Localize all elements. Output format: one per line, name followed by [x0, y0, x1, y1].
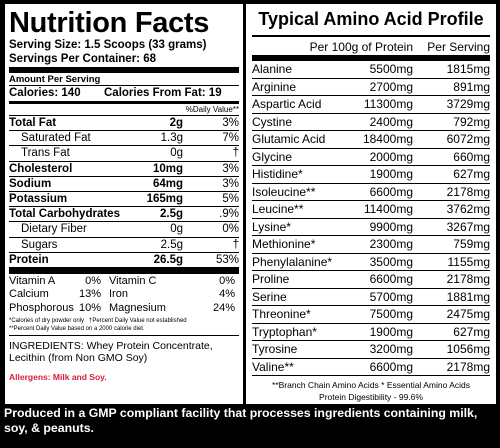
nutrient-name: Trans Fat [21, 147, 70, 160]
vitamin-dv: 13% [78, 288, 101, 301]
nutrient-amount: 1.3g [160, 132, 183, 145]
nutrient-dv: 3% [222, 117, 239, 129]
amino-per-100g: 3500mg [369, 254, 413, 269]
nutrient-name: Potassium [9, 193, 68, 206]
servings-per-container: Servings Per Container: 68 [9, 53, 156, 65]
amino-per-100g: 9900mg [369, 219, 413, 234]
amino-per-serving: 1815mg [446, 62, 490, 76]
vitamin-row [9, 275, 239, 288]
nutrient-row [9, 162, 239, 177]
amino-per-serving: 2178mg [446, 184, 490, 199]
vitamin-table [9, 275, 239, 315]
footnote-daily-value: **Percent Daily Value based on a 2000 calorie diet. [9, 326, 145, 333]
amino-name: Glycine [252, 149, 293, 164]
nutrient-name: Dietary Fiber [21, 223, 87, 236]
amino-per-100g: 18400mg [362, 132, 413, 146]
amino-per-100g: 5500mg [369, 62, 413, 76]
amino-row [252, 236, 490, 254]
amino-acid-panel [246, 4, 496, 404]
amino-row [252, 359, 490, 377]
amino-table [252, 61, 490, 376]
nutrient-row [9, 116, 239, 131]
nutrient-row [9, 207, 239, 222]
vitamin-row [9, 288, 239, 301]
amino-per-100g: 11400mg [363, 202, 413, 216]
amino-row [252, 114, 490, 132]
allergens: Allergens: Milk and Soy. [9, 372, 107, 383]
amino-per-serving: 3762mg [446, 202, 490, 216]
amino-name: Leucine** [252, 202, 304, 216]
ingredients: INGREDIENTS: Whey Protein Concentrate, Lecithin (from Non GMO Soy) [9, 340, 213, 365]
amino-per-100g: 6600mg [369, 359, 413, 374]
footnotes [9, 317, 239, 325]
amino-per-serving: 2178mg [446, 359, 490, 374]
nutrient-row [9, 131, 239, 146]
nutrient-amount: 2.5g [160, 238, 183, 251]
amino-per-serving: 660mg [453, 149, 490, 164]
divider-mid [9, 101, 239, 104]
col-per-100g: Per 100g of Protein [309, 40, 413, 54]
nutrient-name: Total Carbohydrates [9, 208, 120, 221]
nutrient-dv: 3% [222, 177, 239, 190]
nutrient-amount: 2g [169, 117, 183, 129]
amino-name: Methionine* [252, 237, 316, 251]
amino-name: Proline [252, 272, 290, 286]
amino-per-100g: 3200mg [369, 342, 413, 356]
amino-per-100g: 2400mg [369, 114, 413, 129]
amino-row [252, 61, 490, 79]
amino-per-100g: 2700mg [369, 79, 413, 94]
nutrient-dv: † [232, 238, 239, 251]
nutrient-row [9, 177, 239, 192]
amino-per-serving: 2475mg [446, 307, 490, 321]
amino-per-100g: 6600mg [369, 272, 413, 286]
amino-row [252, 79, 490, 97]
nutrition-facts-panel [5, 4, 243, 404]
vitamin-name: Iron [109, 288, 128, 301]
nutrient-name: Sugars [21, 238, 58, 251]
nutrient-dv: 7% [222, 132, 239, 145]
amino-row [252, 149, 490, 167]
vitamin-name: Magnesium [109, 301, 166, 314]
vitamin-dv: 4% [219, 288, 235, 301]
amount-per-serving: Amount Per Serving [9, 74, 239, 86]
serving-size: Serving Size: 1.5 Scoops (33 grams) [9, 39, 207, 51]
amino-per-serving: 1155mg [447, 254, 490, 269]
amino-header [252, 35, 490, 61]
amino-name: Tryptophan* [252, 324, 317, 339]
nutrient-name: Total Fat [9, 117, 57, 129]
nutrient-amount: 26.5g [153, 253, 183, 266]
amino-row [252, 271, 490, 289]
amino-per-serving: 1056mg [446, 342, 490, 356]
divider-thick [9, 67, 239, 73]
amino-per-serving: 3729mg [446, 97, 490, 111]
nutrient-dv: 0% [222, 223, 239, 236]
amino-per-100g: 7500mg [369, 307, 413, 321]
amino-note-digestibility: Protein Digestibility - 99.6% [319, 392, 423, 402]
amino-name: Isoleucine** [252, 184, 316, 199]
amino-name: Alanine [252, 62, 293, 76]
nutrient-amount: 0g [170, 223, 183, 236]
vitamin-dv: 24% [212, 301, 235, 314]
nutrient-table [9, 116, 239, 268]
col-per-serving: Per Serving [427, 40, 490, 54]
amino-row [252, 341, 490, 359]
amino-per-serving: 1881mg [446, 289, 490, 304]
amino-name: Phenylalanine* [252, 254, 333, 269]
nutrition-title: Nutrition Facts [9, 7, 210, 39]
nutrient-row [9, 146, 239, 161]
amino-per-100g: 5700mg [369, 289, 413, 304]
footnote-not-established: †Percent Daily Value not established [89, 318, 187, 325]
amino-row [252, 184, 490, 202]
divider-thick-2 [9, 268, 239, 274]
amino-row [252, 131, 490, 149]
facility-statement: Produced in a GMP compliant facility that processes ingredients containing milk, soy, & peanuts. [4, 406, 478, 435]
amino-name: Threonine* [252, 307, 311, 321]
nutrient-row [9, 253, 239, 268]
nutrient-dv: 5% [222, 193, 239, 206]
amino-name: Tyrosine [252, 342, 298, 356]
vitamin-name: Calcium [9, 288, 49, 301]
nutrient-name: Protein [9, 253, 49, 266]
amino-row [252, 254, 490, 272]
nutrient-dv: † [232, 147, 239, 160]
amino-name: Aspartic Acid [252, 97, 322, 111]
amino-row [252, 289, 490, 307]
amino-name: Valine** [252, 359, 294, 374]
nutrient-amount: 165mg [146, 193, 183, 206]
nutrient-row [9, 238, 239, 253]
amino-per-serving: 792mg [453, 114, 490, 129]
vitamin-dv: 0% [85, 275, 101, 288]
footnote-row-2 [9, 325, 239, 336]
vitamin-name: Vitamin A [9, 275, 56, 288]
nutrient-name: Saturated Fat [21, 132, 91, 145]
vitamin-name: Phosphorous [9, 301, 74, 314]
nutrient-row [9, 222, 239, 237]
amino-row [252, 324, 490, 342]
vitamin-name: Vitamin C [109, 275, 157, 288]
nutrient-amount: 64mg [152, 177, 183, 190]
amino-row [252, 201, 490, 219]
amino-name: Lysine* [252, 219, 291, 234]
nutrient-amount: 10mg [152, 162, 183, 175]
amino-name: Serine [252, 289, 287, 304]
amino-row [252, 96, 490, 114]
amino-per-serving: 6072mg [446, 132, 490, 146]
amino-row [252, 219, 490, 237]
amino-per-serving: 2178mg [446, 272, 490, 286]
amino-per-serving: 627mg [453, 167, 490, 181]
daily-value-header: %Daily Value** [9, 105, 239, 116]
nutrient-row [9, 192, 239, 207]
amino-per-100g: 6600mg [369, 184, 413, 199]
footnote-dry-powder: *Calories of dry powder only [9, 318, 85, 325]
amino-name: Glutamic Acid [252, 132, 326, 146]
calories-from-fat: Calories From Fat: 19 [104, 87, 222, 99]
vitamin-row [9, 302, 239, 315]
amino-per-serving: 759mg [453, 237, 490, 251]
amino-row [252, 166, 490, 184]
nutrient-amount: 2.5g [159, 208, 183, 221]
amino-per-100g: 2300mg [369, 237, 413, 251]
amino-per-100g: 1900mg [369, 167, 413, 181]
nutrient-dv: 53% [215, 253, 239, 266]
amino-per-100g: 2000mg [369, 149, 413, 164]
amino-row [252, 306, 490, 324]
amino-per-serving: 3267mg [446, 219, 490, 234]
amino-note-chain: **Branch Chain Amino Acids * Essential Amino Acids [272, 380, 470, 390]
calories: Calories: 140 [9, 87, 81, 99]
nutrient-amount: 0g [170, 147, 183, 160]
nutrient-dv: .9% [219, 208, 239, 221]
amino-title: Typical Amino Acid Profile [258, 9, 484, 29]
amino-per-100g: 11300mg [363, 97, 413, 111]
amino-per-100g: 1900mg [369, 324, 413, 339]
vitamin-dv: 10% [78, 301, 101, 314]
amino-per-serving: 627mg [453, 324, 490, 339]
nutrient-name: Sodium [9, 177, 52, 190]
amino-name: Cystine [252, 114, 293, 129]
nutrient-name: Cholesterol [9, 162, 73, 175]
calories-row [9, 86, 239, 100]
amino-name: Arginine [252, 79, 297, 94]
vitamin-dv: 0% [219, 275, 235, 288]
nutrient-dv: 3% [222, 162, 239, 175]
amino-name: Histidine* [252, 167, 303, 181]
amino-per-serving: 891mg [453, 79, 490, 94]
